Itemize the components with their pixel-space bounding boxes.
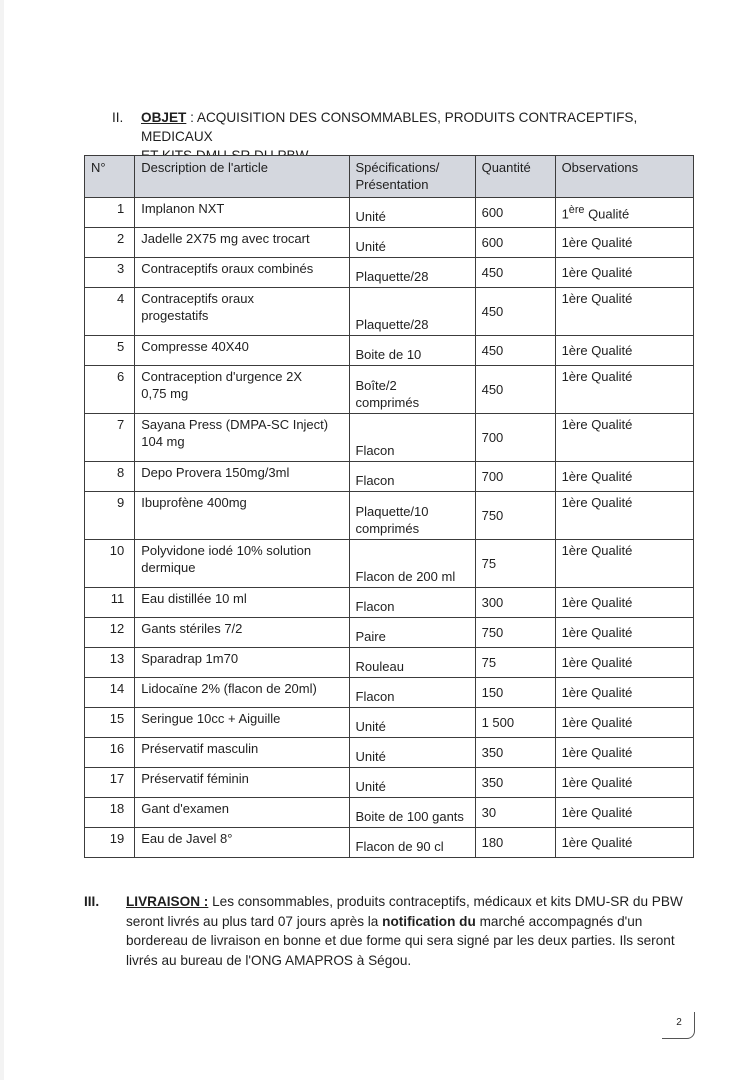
cell-spec-line-2: Flacon [355, 689, 395, 704]
table-row [85, 336, 694, 366]
cell-qty: 75 [475, 540, 555, 588]
cell-obs-text: 1ère Qualité [561, 835, 633, 850]
cell-obs [555, 828, 693, 858]
cell-spec-line-2: Unité [355, 749, 386, 764]
cell-spec [349, 258, 475, 288]
cell-obs [555, 768, 693, 798]
cell-spec [349, 768, 475, 798]
cell-spec-line-2: Unité [355, 209, 386, 224]
page-number [662, 1012, 696, 1042]
cell-obs [555, 798, 693, 828]
cell-spec [349, 492, 475, 540]
cell-spec [349, 738, 475, 768]
cell-desc-line-1: Ibuprofène 400mg [141, 495, 247, 510]
cell-obs [555, 738, 693, 768]
table-row [85, 828, 694, 858]
cell-num: 16 [85, 738, 135, 768]
section-number: II. [112, 110, 124, 125]
cell-spec-line-2: Flacon de 90 cl [355, 839, 444, 854]
cell-num: 12 [85, 618, 135, 648]
cell-qty: 30 [475, 798, 555, 828]
cell-desc-line-1: Seringue 10cc + Aiguille [141, 711, 281, 726]
cell-spec-line-2: Flacon [355, 473, 395, 488]
cell-spec-line-2: Flacon [355, 443, 395, 458]
cell-spec-line-2: Rouleau [355, 659, 404, 674]
cell-desc-line-1: Contraceptifs oraux [141, 291, 254, 306]
cell-num: 8 [85, 462, 135, 492]
cell-desc-line-1: Eau de Javel 8° [141, 831, 233, 846]
cell-spec [349, 648, 475, 678]
cell-qty: 450 [475, 336, 555, 366]
cell-obs [555, 588, 693, 618]
cell-desc-line-2: 0,75 mg [141, 386, 189, 401]
table-row [85, 738, 694, 768]
cell-desc-line-1: Implanon NXT [141, 201, 225, 216]
cell-obs [555, 258, 693, 288]
cell-spec-line-2: comprimés [355, 395, 420, 410]
cell-num: 10 [85, 540, 135, 588]
cell-spec [349, 228, 475, 258]
cell-obs-text: 1ère Qualité [561, 685, 633, 700]
cell-spec-line-2: Boite de 100 gants [355, 809, 464, 824]
cell-spec-line-2: Flacon de 200 ml [355, 569, 456, 584]
cell-desc-line-1: Sayana Press (DMPA-SC Inject) [141, 417, 329, 432]
cell-obs-text: 1ère Qualité [561, 595, 633, 610]
cell-obs [555, 336, 693, 366]
cell-qty: 300 [475, 588, 555, 618]
cell-spec [349, 336, 475, 366]
cell-qty: 350 [475, 738, 555, 768]
page-edge [0, 0, 4, 1080]
header-num: N° [85, 156, 135, 198]
cell-desc-line-2: dermique [141, 560, 196, 575]
table-row [85, 462, 694, 492]
cell-desc [135, 708, 349, 738]
cell-obs-text: 1ère Qualité [561, 265, 633, 280]
cell-desc-line-1: Jadelle 2X75 mg avec trocart [141, 231, 310, 246]
cell-spec [349, 414, 475, 462]
cell-spec [349, 198, 475, 228]
cell-obs [555, 414, 693, 462]
table-header-row [85, 156, 694, 198]
cell-desc-line-2: 104 mg [141, 434, 185, 449]
cell-obs-text: 1ère Qualité [561, 495, 633, 510]
cell-num: 19 [85, 828, 135, 858]
cell-desc [135, 228, 349, 258]
cell-qty: 75 [475, 648, 555, 678]
cell-spec-line-2: Plaquette/28 [355, 269, 429, 284]
table-row [85, 198, 694, 228]
cell-desc-line-1: Préservatif féminin [141, 771, 249, 786]
cell-qty: 350 [475, 768, 555, 798]
section-label: LIVRAISON : [126, 894, 209, 909]
cell-obs [555, 462, 693, 492]
cell-obs-text: 1ère Qualité [561, 625, 633, 640]
cell-num: 1 [85, 198, 135, 228]
table-row [85, 588, 694, 618]
cell-desc [135, 462, 349, 492]
cell-obs-text: 1ère Qualité [561, 235, 633, 250]
cell-desc-line-1: Gant d'examen [141, 801, 229, 816]
table-row [85, 768, 694, 798]
cell-spec-line-2: Flacon [355, 599, 395, 614]
cell-qty: 600 [475, 198, 555, 228]
cell-spec-line-2: Plaquette/28 [355, 317, 429, 332]
cell-qty: 750 [475, 618, 555, 648]
cell-desc [135, 828, 349, 858]
cell-obs-text: 1ère Qualité [561, 417, 633, 432]
cell-obs [555, 366, 693, 414]
cell-num: 5 [85, 336, 135, 366]
cell-num: 14 [85, 678, 135, 708]
cell-obs-text: 1ère Qualité [561, 775, 633, 790]
header-obs: Observations [555, 156, 693, 198]
header-qty: Quantité [475, 156, 555, 198]
cell-desc-line-1: Contraception d'urgence 2X [141, 369, 302, 384]
cell-qty: 750 [475, 492, 555, 540]
cell-desc [135, 798, 349, 828]
cell-spec-line-2: Unité [355, 779, 386, 794]
cell-desc [135, 738, 349, 768]
cell-desc [135, 366, 349, 414]
table-row [85, 540, 694, 588]
cell-desc-line-1: Eau distillée 10 ml [141, 591, 247, 606]
cell-obs-text: 1ère Qualité [561, 715, 633, 730]
cell-spec-line-2: Boite de 10 [355, 347, 422, 362]
cell-desc-line-1: Polyvidone iodé 10% solution [141, 543, 312, 558]
cell-spec [349, 462, 475, 492]
table-row [85, 366, 694, 414]
cell-obs-suffix: Qualité [584, 206, 630, 222]
cell-spec-line-2: comprimés [355, 521, 420, 536]
cell-obs-text: 1ère Qualité [561, 291, 633, 306]
cell-num: 2 [85, 228, 135, 258]
cell-obs [555, 678, 693, 708]
cell-qty: 600 [475, 228, 555, 258]
cell-spec [349, 288, 475, 336]
cell-desc-line-1: Depo Provera 150mg/3ml [141, 465, 290, 480]
article-table [84, 155, 694, 858]
table-row [85, 708, 694, 738]
table-row [85, 228, 694, 258]
cell-desc [135, 540, 349, 588]
cell-spec [349, 798, 475, 828]
cell-spec [349, 678, 475, 708]
cell-spec-line-1: Plaquette/10 [355, 504, 429, 519]
cell-qty: 700 [475, 414, 555, 462]
cell-spec [349, 708, 475, 738]
cell-num: 4 [85, 288, 135, 336]
section-livraison-text [126, 892, 686, 970]
cell-desc [135, 288, 349, 336]
cell-obs-text: 1 [561, 206, 569, 222]
cell-spec [349, 588, 475, 618]
cell-desc-line-1: Contraceptifs oraux combinés [141, 261, 314, 276]
table-row [85, 648, 694, 678]
cell-desc [135, 414, 349, 462]
cell-desc [135, 258, 349, 288]
header-desc: Description de l'article [135, 156, 349, 198]
cell-desc [135, 678, 349, 708]
table-row [85, 414, 694, 462]
cell-qty: 700 [475, 462, 555, 492]
cell-obs-sup: ère [568, 204, 585, 217]
table-row [85, 618, 694, 648]
header-spec [349, 156, 475, 198]
cell-qty: 150 [475, 678, 555, 708]
cell-spec [349, 618, 475, 648]
cell-num: 15 [85, 708, 135, 738]
cell-num: 9 [85, 492, 135, 540]
section-label: OBJET [141, 110, 187, 125]
section-number: III. [84, 894, 100, 909]
cell-desc-line-2: progestatifs [141, 308, 209, 323]
cell-obs-text: 1ère Qualité [561, 805, 633, 820]
cell-num: 7 [85, 414, 135, 462]
cell-desc-line-1: Préservatif masculin [141, 741, 259, 756]
cell-desc-line-1: Gants stériles 7/2 [141, 621, 243, 636]
cell-num: 3 [85, 258, 135, 288]
cell-obs [555, 198, 693, 228]
cell-desc [135, 648, 349, 678]
cell-desc [135, 336, 349, 366]
cell-obs-text: 1ère Qualité [561, 469, 633, 484]
cell-desc-line-1: Lidocaïne 2% (flacon de 20ml) [141, 681, 317, 696]
header-spec-line-2: Présentation [355, 177, 429, 192]
page-number-frame [662, 1012, 695, 1039]
cell-obs-text: 1ère Qualité [561, 543, 633, 558]
cell-spec-line-1: Boîte/2 [355, 378, 397, 393]
cell-spec [349, 366, 475, 414]
cell-desc [135, 618, 349, 648]
cell-num: 6 [85, 366, 135, 414]
cell-spec-line-2: Paire [355, 629, 386, 644]
cell-spec-line-2: Unité [355, 239, 386, 254]
cell-obs [555, 228, 693, 258]
cell-desc [135, 198, 349, 228]
cell-desc-line-1: Sparadrap 1m70 [141, 651, 239, 666]
cell-obs [555, 618, 693, 648]
cell-spec-line-2: Unité [355, 719, 386, 734]
cell-desc-line-1: Compresse 40X40 [141, 339, 249, 354]
table-row [85, 492, 694, 540]
cell-qty: 450 [475, 366, 555, 414]
table-row [85, 678, 694, 708]
cell-spec [349, 828, 475, 858]
table-row [85, 798, 694, 828]
cell-desc [135, 768, 349, 798]
cell-obs [555, 288, 693, 336]
cell-qty: 180 [475, 828, 555, 858]
cell-obs [555, 648, 693, 678]
cell-num: 17 [85, 768, 135, 798]
header-spec-line-1: Spécifications/ [355, 160, 440, 175]
page-number-value: 2 [676, 1017, 682, 1028]
table-row [85, 258, 694, 288]
cell-obs-text: 1ère Qualité [561, 655, 633, 670]
objet-text-line-1: : ACQUISITION DES CONSOMMABLES, PRODUITS CONTRACEPTIFS, MEDICAUX [141, 110, 638, 144]
cell-num: 11 [85, 588, 135, 618]
cell-num: 18 [85, 798, 135, 828]
cell-desc [135, 492, 349, 540]
table-body [85, 198, 694, 858]
cell-spec [349, 540, 475, 588]
cell-obs-text: 1ère Qualité [561, 745, 633, 760]
table-row [85, 288, 694, 336]
livraison-text-part-2: marché accompagnés d'un bordereau de livraison en bonne et due forme qui sera signé par les deux parties. Ils seront livrés au bureau de l'ONG AMAPROS à Ségou. [126, 913, 675, 968]
livraison-text-part-1: Les consommables, produits contraceptifs, médicaux et kits DMU-SR du PBW seront livrés au plus tard 07 jours après la [126, 894, 683, 929]
cell-qty: 1 500 [475, 708, 555, 738]
cell-obs [555, 708, 693, 738]
cell-desc [135, 588, 349, 618]
cell-obs [555, 492, 693, 540]
livraison-text-bold: notification du [382, 913, 476, 929]
cell-qty: 450 [475, 288, 555, 336]
cell-obs-text: 1ère Qualité [561, 369, 633, 384]
cell-obs-text: 1ère Qualité [561, 343, 633, 358]
cell-obs [555, 540, 693, 588]
cell-num: 13 [85, 648, 135, 678]
cell-qty: 450 [475, 258, 555, 288]
